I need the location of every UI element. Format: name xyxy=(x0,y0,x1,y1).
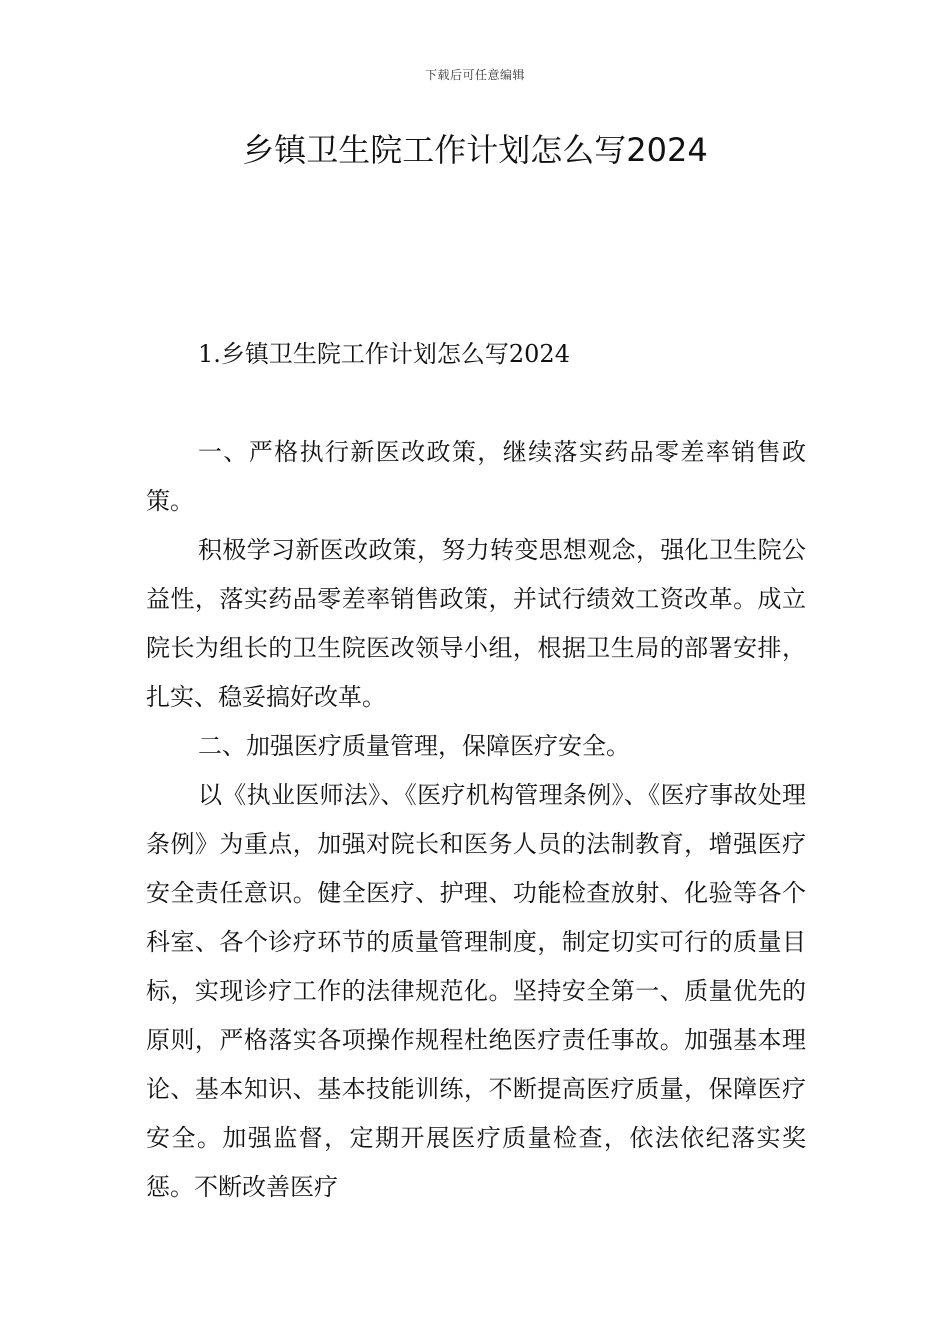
paragraph: 二、加强医疗质量管理，保障医疗安全。 xyxy=(198,732,630,760)
paragraph: 积极学习新医改政策，努力转变思想观念，强化卫生院公益性，落实药品零差率销售政策，并试行绩效工资改革。成立院长为组长的卫生院医改领导小组，根据卫生局的部署安排，扎实、稳妥搞好改革。 xyxy=(146,536,806,711)
section-subtitle: 1.乡镇卫生院工作计划怎么写2024 xyxy=(198,340,570,368)
header-note: 下载后可任意编辑 xyxy=(424,68,525,82)
document-title: 乡镇卫生院工作计划怎么写2024 xyxy=(242,131,708,169)
document-body xyxy=(146,330,806,1212)
paragraph: 以《执业医师法》、《医疗机构管理条例》、《医疗事故处理条例》为重点，加强对院长和医务人员的法制教育，增强医疗安全责任意识。健全医疗、护理、功能检查放射、化验等各个科室、各个诊疗环节的质量管理制度，制定切实可行的质量目标，实现诊疗工作的法律规范化。坚持安全第一、质量优先的原则，严格落实各项操作规程杜绝医疗责任事故。加强基本理论、基本知识、基本技能训练，不断提高医疗质量，保障医疗安全。加强监督，定期开展医疗质量检查，依法依纪落实奖惩。不断改善医疗 xyxy=(146,781,806,1201)
paragraph: 一、严格执行新医改政策，继续落实药品零差率销售政策。 xyxy=(146,438,806,515)
